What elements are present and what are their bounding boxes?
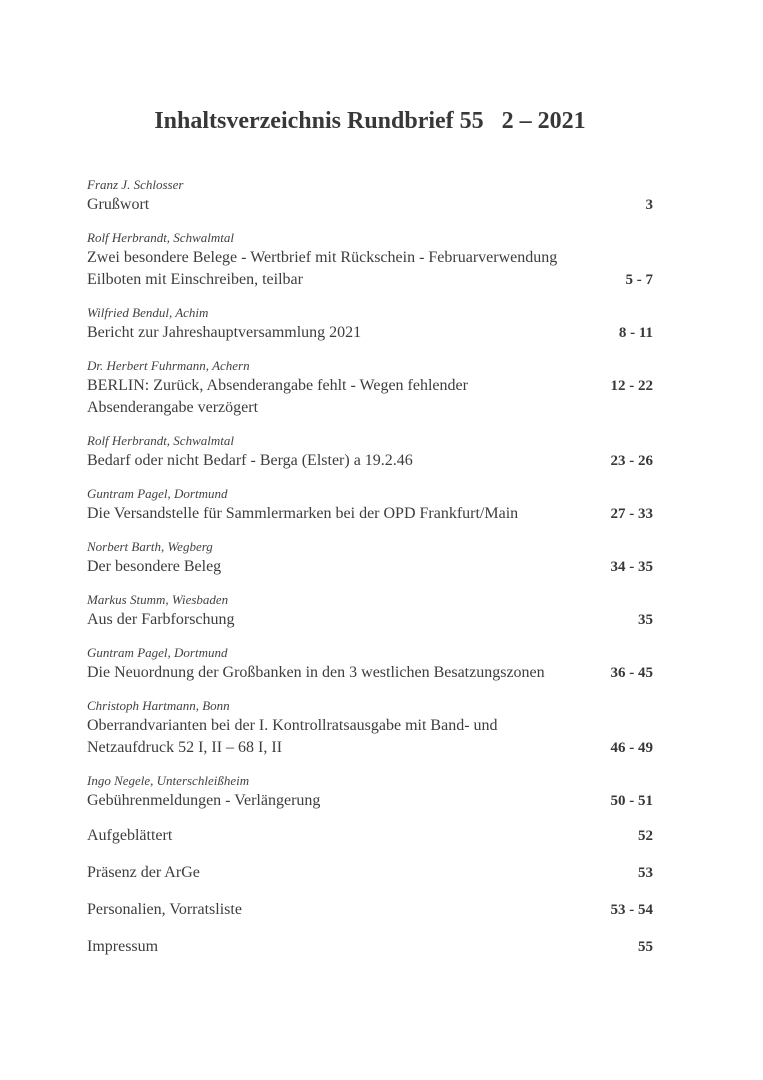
toc-content — [87, 0, 653, 958]
toc-entry — [87, 432, 653, 472]
entry-row — [87, 556, 653, 578]
entry-row — [87, 790, 653, 812]
entry-title-line: Aufgeblättert — [87, 827, 173, 844]
entry-author: Guntram Pagel, Dortmund — [87, 486, 228, 501]
entry-title-line: Aus der Farbforschung — [87, 611, 235, 628]
toc-entry — [87, 644, 653, 684]
entry-title-line: Eilboten mit Einschreiben, teilbar — [87, 271, 303, 288]
toc-entry — [87, 304, 653, 344]
entry-title-line: BERLIN: Zurück, Absenderangabe fehlt - Wegen fehlender — [87, 377, 468, 394]
entry-pages: 5 - 7 — [625, 272, 653, 288]
entry-title-line: Impressum — [87, 938, 159, 955]
toc-entry — [87, 899, 653, 921]
toc-entry — [87, 176, 653, 216]
entry-title-line: Bericht zur Jahreshauptversammlung 2021 — [87, 324, 362, 341]
entry-pages: 35 — [638, 612, 653, 628]
entry-row — [87, 269, 653, 291]
entry-author: Guntram Pagel, Dortmund — [87, 645, 228, 660]
entry-title-line: Personalien, Vorratsliste — [87, 901, 242, 918]
entry-row — [87, 322, 653, 344]
entry-author: Franz J. Schlosser — [87, 177, 184, 192]
page-title: Inhaltsverzeichnis Rundbrief 55 2 – 2021 — [154, 108, 586, 134]
entry-author: Christoph Hartmann, Bonn — [87, 698, 230, 713]
entry-pages: 52 — [638, 828, 653, 844]
toc-entry — [87, 229, 653, 291]
toc-entry — [87, 825, 653, 847]
toc-entry — [87, 862, 653, 884]
entry-title-line: Der besondere Beleg — [87, 558, 222, 575]
entry-pages: 34 - 35 — [610, 559, 653, 575]
entry-row — [87, 662, 653, 684]
toc-entries — [87, 176, 653, 958]
entry-pages: 23 - 26 — [610, 453, 653, 469]
entry-row — [87, 450, 653, 472]
entry-pages: 55 — [638, 939, 653, 955]
toc-entry — [87, 485, 653, 525]
entry-author: Markus Stumm, Wiesbaden — [87, 592, 229, 607]
entry-title-line: Gebührenmeldungen - Verlängerung — [87, 792, 321, 809]
entry-title-line: Zwei besondere Belege - Wertbrief mit Rückschein - Februarverwendung — [87, 249, 558, 266]
entry-row — [87, 899, 653, 921]
entry-title-line: Die Neuordnung der Großbanken in den 3 westlichen Besatzungszonen — [87, 664, 545, 681]
entry-pages: 12 - 22 — [610, 378, 653, 394]
entry-author: Dr. Herbert Fuhrmann, Achern — [87, 358, 250, 373]
entry-pages: 27 - 33 — [610, 506, 653, 522]
toc-entry — [87, 936, 653, 958]
entry-title-line: Absenderangabe verzögert — [87, 399, 259, 416]
entry-row — [87, 862, 653, 884]
toc-entry — [87, 357, 653, 419]
entry-author: Rolf Herbrandt, Schwalmtal — [87, 433, 234, 448]
entry-title-line: Grußwort — [87, 196, 150, 213]
toc-entry — [87, 538, 653, 578]
entry-pages: 53 - 54 — [610, 902, 653, 918]
entry-row — [87, 936, 653, 958]
entry-author: Wilfried Bendul, Achim — [87, 305, 209, 320]
entry-row — [87, 194, 653, 216]
entry-row — [87, 503, 653, 525]
entry-title-line: Präsenz der ArGe — [87, 864, 200, 881]
entry-author: Ingo Negele, Unterschleißheim — [87, 773, 250, 788]
entry-author: Rolf Herbrandt, Schwalmtal — [87, 230, 234, 245]
entry-row — [87, 375, 653, 397]
entry-pages: 8 - 11 — [618, 325, 653, 341]
entry-title-line: Netzaufdruck 52 I, II – 68 I, II — [87, 739, 283, 756]
entry-title-line: Die Versandstelle für Sammlermarken bei der OPD Frankfurt/Main — [87, 505, 519, 522]
entry-pages: 46 - 49 — [610, 740, 653, 756]
toc-entry — [87, 591, 653, 631]
entry-pages: 36 - 45 — [610, 665, 653, 681]
entry-title-line: Bedarf oder nicht Bedarf - Berga (Elster) a 19.2.46 — [87, 452, 413, 469]
entry-pages: 3 — [645, 197, 653, 213]
entry-pages: 53 — [638, 865, 653, 881]
entry-row — [87, 825, 653, 847]
entry-title-line: Oberrandvarianten bei der I. Kontrollratsausgabe mit Band- und — [87, 717, 498, 734]
entry-author: Norbert Barth, Wegberg — [87, 539, 213, 554]
entry-pages: 50 - 51 — [610, 793, 653, 809]
toc-entry — [87, 697, 653, 759]
toc-entry — [87, 772, 653, 812]
entry-row — [87, 609, 653, 631]
entry-row — [87, 737, 653, 759]
